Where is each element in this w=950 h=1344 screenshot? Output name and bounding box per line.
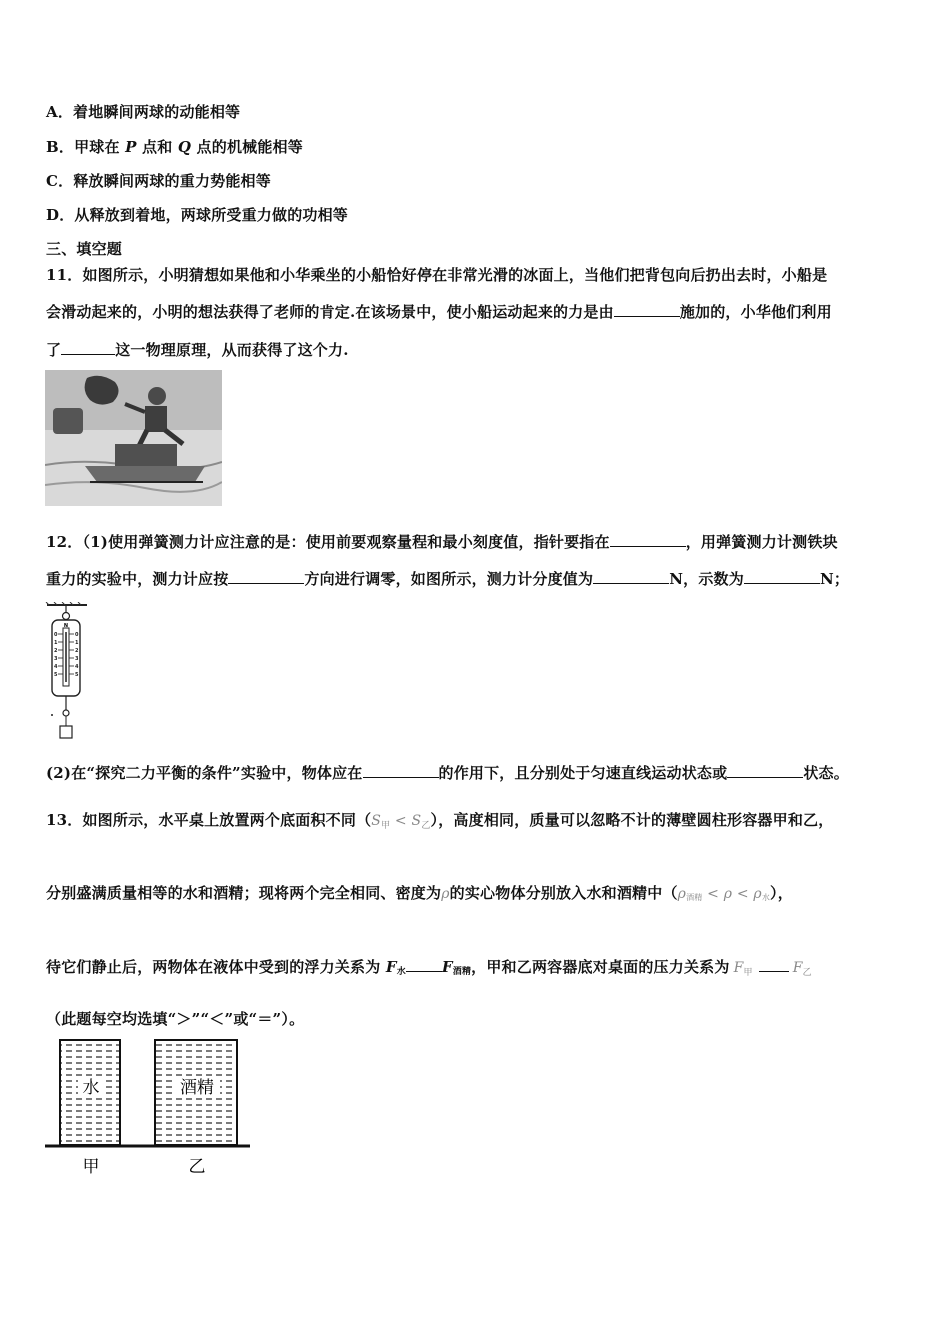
scale-tick-right-1: 1	[75, 640, 79, 646]
q13-text-2c: ），	[770, 884, 793, 902]
scale-tick-left-1: 1	[54, 640, 58, 646]
q11-line1	[46, 264, 827, 285]
scale-tick-left-0: 0	[54, 632, 58, 638]
containers-figure	[45, 1036, 250, 1176]
option-c-text: C．释放瞬间两球的重力势能相等	[46, 172, 271, 190]
q13-text-3b: ，甲和乙两容器底对桌面的压力关系为	[471, 958, 730, 976]
option-c	[46, 170, 271, 191]
force-alcohol-sub: 酒精	[452, 967, 472, 977]
scale-tick-left-4: 4	[54, 664, 58, 670]
q12-blank-6[interactable]	[727, 763, 803, 778]
option-b-prefix: B．甲球在	[46, 138, 126, 156]
q13-blank-2[interactable]	[759, 957, 789, 972]
q12-text-2b: 方向进行调零，如图所示，测力计分度值为	[304, 570, 594, 588]
scale-unit: N	[63, 623, 69, 629]
q11-text-3b: 这一物理原理，从而获得了这个力.	[115, 341, 349, 359]
q11-text-3a: 了	[46, 341, 62, 359]
q12-text-1b: ，用弹簧测力计测铁块	[685, 533, 838, 551]
option-a	[46, 101, 240, 122]
spring-scale-figure	[45, 602, 90, 744]
q13-line2	[46, 882, 793, 903]
q12-blank-5[interactable]	[363, 763, 439, 778]
q13-line4	[46, 1008, 304, 1029]
q12-blank-3[interactable]	[593, 569, 669, 584]
q12-text-1a: 12．（1)使用弹簧测力计应注意的是：使用前要观察量程和最小刻度值，指针要指在	[46, 533, 610, 551]
q11-line3	[46, 339, 349, 360]
scale-tick-right-3: 3	[75, 656, 79, 662]
alcohol-label: 酒精	[180, 1078, 214, 1098]
option-d-text: D．从释放到着地，两球所受重力做的功相等	[46, 206, 349, 224]
q11-line2	[46, 301, 832, 322]
water-label: 水	[82, 1078, 100, 1098]
q12-text-p2b: 的作用下，且分别处于匀速直线运动状态或	[438, 764, 728, 782]
scale-tick-right-4: 4	[75, 664, 79, 670]
q12-text-p2a: (2)在“探究二力平衡的条件”实验中，物体应在	[46, 764, 363, 782]
scale-tick-left-3: 3	[54, 656, 58, 662]
q13-text-2a: 分别盛满质量相等的水和酒精；现将两个完全相同、密度为	[46, 884, 442, 902]
q11-text-2b: 施加的，小华他们利用	[679, 303, 832, 321]
option-a-text: A．着地瞬间两球的动能相等	[46, 103, 241, 121]
q13-text-2b: 的实心物体分别放入水和酒精中（	[449, 884, 678, 902]
option-b-suffix: 点的机械能相等	[191, 138, 303, 156]
q12-line2	[46, 568, 849, 589]
section-heading	[46, 238, 122, 259]
q13-blank-1[interactable]	[406, 957, 442, 972]
point-q: Q	[177, 138, 192, 156]
q12-blank-4[interactable]	[744, 569, 820, 584]
area-relation: $S_甲 < S_乙$	[371, 813, 431, 831]
label-yi: 乙	[188, 1157, 206, 1176]
section-title: 三、填空题	[46, 240, 123, 258]
scale-tick-right-2: 2	[75, 648, 79, 654]
scale-tick-right-0: 0	[75, 632, 79, 638]
q12-text-2d: N；	[819, 570, 850, 588]
density-relation: $\rho_{酒精} < \rho < \rho_水$	[677, 886, 771, 902]
force-water-sub: 水	[396, 967, 406, 977]
q12-part2	[46, 762, 849, 783]
q13-text-3a: 待它们静止后，两物体在液体中受到的浮力关系为	[46, 958, 386, 976]
q12-text-p2c: 状态。	[803, 764, 849, 782]
q11-text-1: 11．如图所示，小明猜想如果他和小华乘坐的小船恰好停在非常光滑的冰面上，当他们把背包向后扔出去时，小船是	[46, 266, 828, 284]
boat-illustration	[45, 370, 222, 506]
label-jia: 甲	[82, 1157, 100, 1176]
q12-text-2a: 重力的实验中，测力计应按	[46, 570, 229, 588]
rho-symbol: ρ	[441, 886, 450, 902]
scale-tick-left-2: 2	[54, 648, 58, 654]
q12-blank-1[interactable]	[610, 532, 686, 547]
q13-text-1a: 13．如图所示，水平桌上放置两个底面积不同（	[46, 811, 372, 829]
q12-text-2c: N，示数为	[669, 570, 744, 588]
q12-blank-2[interactable]	[228, 569, 304, 584]
option-b	[46, 136, 303, 157]
point-p: P	[125, 138, 137, 156]
scale-tick-right-5: 5	[75, 672, 79, 678]
q11-blank-2[interactable]	[61, 340, 115, 355]
force-alcohol: F	[441, 958, 453, 976]
pressure-f-jia: $F_甲$	[733, 960, 753, 978]
q11-text-2a: 会滑动起来的，小明的想法获得了老师的肯定.在该场景中，使小船运动起来的力是由	[46, 303, 614, 321]
option-d	[46, 204, 348, 225]
force-water: F	[385, 958, 397, 976]
q13-line1	[46, 809, 833, 831]
q13-line3	[46, 956, 812, 978]
scale-tick-left-5: 5	[54, 672, 58, 678]
q13-text-1b: ），高度相同，质量可以忽略不计的薄壁圆柱形容器甲和乙，	[430, 811, 834, 829]
q12-line1	[46, 531, 838, 552]
q13-text-4: （此题每空均选填“＞”“＜”或“＝”）。	[46, 1010, 305, 1028]
pressure-f-yi: $F_乙$	[792, 960, 812, 978]
option-b-mid: 点和	[136, 138, 178, 156]
q11-blank-1[interactable]	[614, 302, 680, 317]
